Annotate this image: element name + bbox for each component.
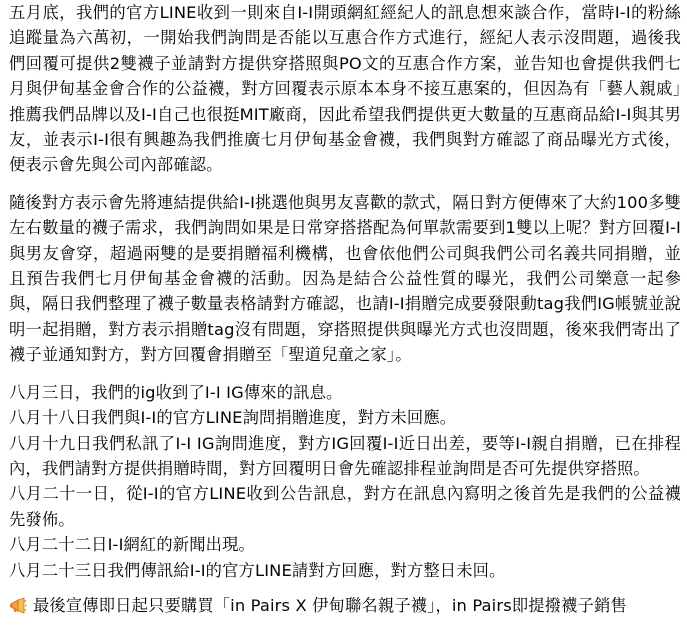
timeline-entry: 八月三日，我們的ig收到了I-I IG傳來的訊息。 xyxy=(9,382,343,402)
post-paragraph: 隨後對方表示會先將連結提供給I-I挑選他與男友喜歡的款式，隔日對方便傳來了大約100多雙左右數量的襪子需求，我們詢問如果是日常穿搭搭配為何單款需要到1雙以上呢？對方回覆I-I與男友會穿，超過兩雙的是要捐贈福利機構，也會依他們公司與我們公司名義共同捐贈，並且預告我們七月伊甸基金會襪的活動。因為是結合公益性質的曝光，我們公司樂意一起參與，隔日我們整理了襪子數量表格請對方確認，也請I-I捐贈完成要發限動tag我們IG帳號並說明一起捐贈，對方表示捐贈tag沒有問題，穿搭照提供與曝光方式也沒問題，後來我們寄出了襪子並通知對方，對方回覆會捐贈至「聖道兒童之家」。 xyxy=(9,192,681,365)
post-body xyxy=(9,0,681,618)
timeline-entry: 八月二十一日，從I-I的官方LINE收到公告訊息，對方在訊息內寫明之後首先是我們的公益襪先發佈。 xyxy=(9,484,681,529)
timeline-entry: 八月十八日我們與I-I的官方LINE詢問捐贈進度，對方未回應。 xyxy=(9,408,457,428)
post-paragraph: 五月底，我們的官方LINE收到一則來自I-I開頭網紅經紀人的訊息想來談合作，當時I-I的粉絲追蹤量為六萬初，一開始我們詢問是否能以互惠合作方式進行，經紀人表示沒問題，過後我們回覆可提供2雙襪子並請對方提供穿搭照與PO文的互惠合作方案，並告知也會提供我們七月與伊甸基金會合作的公益襪，對方回覆表示原本本身不接互惠案的，但因為有「藝人親戚」推薦我們品牌以及I-I自己也很挺MIT廠商，因此希望我們提供更大數量的互惠商品給I-I與其男友，並表示I-I很有興趣為我們推廣七月伊甸基金會襪，我們與對方確認了商品曝光方式後，便表示會先與公司內部確認。 xyxy=(9,3,681,175)
announcement-text: 最後宣傳即日起只要購買「in Pairs X 伊甸聯名親子襪」，in Pairs即提撥襪子銷售 xyxy=(33,595,627,615)
timeline-entry: 八月二十二日I-I網紅的新聞出現。 xyxy=(9,535,255,555)
timeline-entry: 八月十九日我們私訊了I-I IG詢問進度，對方IG回覆I-I近日出差，要等I-I親自捐贈，已在排程內，我們請對方提供捐贈時間，對方回覆明日會先確認排程並詢問是否可先提供穿搭照。 xyxy=(9,433,681,478)
announcement-row xyxy=(9,593,681,618)
megaphone-icon xyxy=(9,597,27,615)
timeline-entry: 八月二十三日我們傳訊給I-I的官方LINE請對方回應，對方整日未回。 xyxy=(9,560,506,580)
